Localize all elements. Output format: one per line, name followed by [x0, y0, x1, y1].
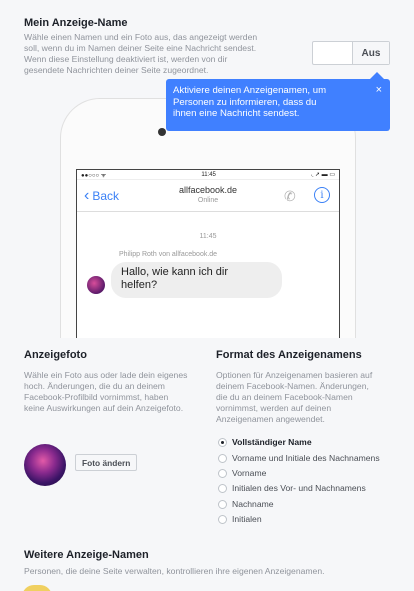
message-line: helfen? [121, 279, 158, 291]
close-icon[interactable]: × [375, 84, 382, 96]
display-name-toggle[interactable] [312, 41, 390, 65]
option-label: Initialen [232, 514, 262, 524]
description-line: soll, wenn du im Namen deiner Seite eine Nachricht sendest. [24, 43, 257, 53]
option-label: Vorname [232, 468, 267, 478]
radio-button[interactable] [218, 484, 227, 493]
option-label: Initialen des Vor- und Nachnamens [232, 483, 366, 493]
photo-description [24, 370, 214, 414]
more-names-description: Personen, die deine Seite verwalten, kontrollieren ihre eigenen Anzeigenamen. [24, 566, 325, 576]
option-label: Vorname und Initiale des Nachnamens [232, 453, 380, 463]
description-line: deinem Facebook-Namen. Änderungen, [216, 381, 369, 391]
format-option-last-name[interactable] [218, 499, 274, 509]
info-icon: i [314, 187, 330, 203]
chat-status: Online [197, 197, 219, 204]
back-label: Back [92, 189, 120, 203]
display-name-tooltip [166, 79, 390, 131]
format-option-initials-both[interactable] [218, 483, 366, 493]
phone-preview [60, 98, 356, 338]
chat-navbar [77, 180, 339, 212]
toggle-on-segment[interactable] [313, 42, 353, 64]
description-line: vornimmst, werden auf deinen [216, 403, 332, 413]
change-photo-button[interactable]: Foto ändern [75, 454, 137, 471]
description-line: Facebook-Profilbild vornimmst, haben [24, 392, 169, 402]
message-line: Hallo, wie kann ich dir [121, 266, 228, 278]
radio-button[interactable] [218, 515, 227, 524]
avatar [22, 585, 52, 591]
description-line: die du an deinem Facebook-Namen [216, 392, 353, 402]
radio-button[interactable] [218, 469, 227, 478]
chevron-left-icon: ‹ [84, 187, 90, 204]
status-time: 11:45 [201, 171, 216, 178]
phone-screen [76, 169, 340, 338]
tooltip-line: Aktiviere deinen Anzeigenamen, um [173, 85, 327, 96]
battery-indicator: ◟ ➚ ▬ ▭ [310, 172, 335, 178]
description-line: hoch. Änderungen, die du an deinem [24, 381, 165, 391]
format-option-full-name[interactable] [218, 437, 312, 447]
photo-title: Anzeigefoto [24, 349, 87, 361]
description-line: Wähle einen Namen und ein Foto aus, das angezeigt werden [24, 32, 258, 42]
description-line: Wenn diese Einstellung deaktiviert ist, werden von dir [24, 54, 228, 64]
description-line: Anzeigenamen angewendet. [216, 414, 325, 424]
description-line: Optionen für Anzeigenamen basieren auf [216, 370, 373, 380]
more-names-title: Weitere Anzeige-Namen [24, 549, 149, 561]
radio-button[interactable] [218, 454, 227, 463]
signal-indicator: ●●○○○ ᯤ [81, 172, 107, 179]
format-option-first-name[interactable] [218, 468, 266, 478]
display-name-description [24, 32, 304, 76]
tooltip-line: ihnen eine Nachricht sendest. [173, 108, 300, 119]
option-label: Vollständiger Name [232, 437, 312, 447]
option-label: Nachname [232, 499, 274, 509]
format-title: Format des Anzeigenamens [216, 349, 362, 361]
description-line: Wähle ein Foto aus oder lade dein eigenes [24, 370, 188, 380]
radio-button[interactable] [218, 438, 227, 447]
radio-button[interactable] [218, 500, 227, 509]
description-line: gesendete Nachrichten deiner Seite zugeordnet. [24, 65, 209, 75]
format-description [216, 370, 406, 425]
phone-camera [158, 128, 166, 136]
phone-call-icon: ✆ [284, 188, 296, 204]
phone-status-bar [77, 170, 339, 180]
message-bubble [111, 262, 282, 298]
format-option-first-name-initial[interactable] [218, 453, 380, 463]
chat-title: allfacebook.de [178, 185, 238, 195]
display-name-title: Mein Anzeige-Name [24, 17, 128, 29]
message-time: 11:45 [199, 233, 217, 240]
tooltip-line: Personen zu informieren, dass du [173, 96, 317, 108]
sender-avatar [87, 276, 105, 294]
toggle-off-label[interactable]: Aus [353, 42, 389, 64]
description-line: keine Auswirkungen auf dein Anzeigefoto. [24, 403, 184, 413]
format-option-initials[interactable] [218, 514, 262, 524]
display-photo-avatar [24, 444, 66, 486]
message-sender: Philipp Roth von allfacebook.de [119, 251, 218, 258]
